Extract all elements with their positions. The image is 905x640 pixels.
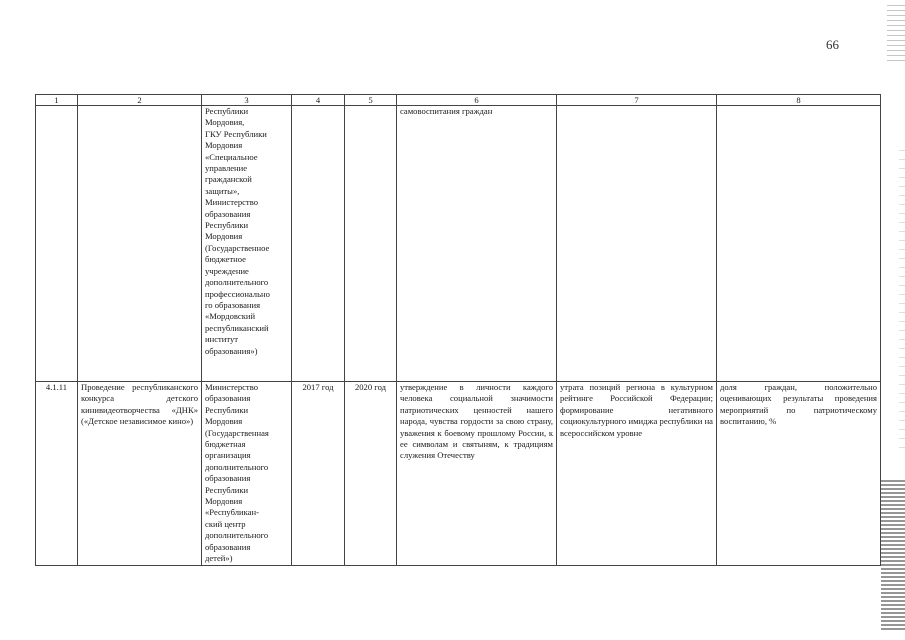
column-number: 6 <box>397 95 557 106</box>
end-year-cell: 2020 год <box>345 382 397 566</box>
responsible-executor-cell: Министерство образования Республики Мордовия (Государственная бюджетная организация дополнительного образования Республики Мордовия «Республикан- ский центр дополнительного образования детей») <box>202 382 292 566</box>
activity-name-cell <box>78 106 202 382</box>
item-number-cell: 4.1.11 <box>36 382 78 566</box>
column-number: 3 <box>202 95 292 106</box>
column-number: 1 <box>36 95 78 106</box>
indicator-cell <box>717 106 881 382</box>
end-year-cell <box>345 106 397 382</box>
scan-edge-artifact-bottom <box>881 480 905 630</box>
table-row <box>36 106 881 382</box>
start-year-cell <box>292 106 345 382</box>
column-number: 7 <box>557 95 717 106</box>
item-number-cell <box>36 106 78 382</box>
activity-name-cell: Проведение республиканского конкурса детского кинивидеотворчества «ДНК» («Детское независимое кино») <box>78 382 202 566</box>
table-row <box>36 382 881 566</box>
column-number: 4 <box>292 95 345 106</box>
expected-result-cell: самовоспитания граждан <box>397 106 557 382</box>
responsible-executor-cell: Республики Мордовия, ГКУ Республики Мордовия «Специальное управление гражданской защиты», Министерство образования Республики Мордовия (Государственное бюджетное учреждение дополнительного профессионально го образования «Мордовский республиканский институт образования») <box>202 106 292 382</box>
consequences-cell <box>557 106 717 382</box>
page-number: 66 <box>826 37 839 52</box>
indicator-cell: доля граждан, положительно оценивающих результаты проведения мероприятий по патриотическому воспитанию, % <box>717 382 881 566</box>
scan-edge-artifact-top <box>887 5 905 65</box>
expected-result-cell: утверждение в личности каждого человека социальной значимости патриотических ценностей нашего народа, чувства гордости за свою страну, уважения к боевому прошлому России, к ее символам и святыням, к традициям служения Отечеству <box>397 382 557 566</box>
column-number: 5 <box>345 95 397 106</box>
column-number-row <box>36 95 881 106</box>
program-table <box>35 94 881 566</box>
start-year-cell: 2017 год <box>292 382 345 566</box>
consequences-cell: утрата позиций региона в культурном рейтинге Российской Федерации; формирование негативного социокультурного имиджа республики на всероссийском уровне <box>557 382 717 566</box>
column-number: 8 <box>717 95 881 106</box>
column-number: 2 <box>78 95 202 106</box>
scan-edge-artifact-middle <box>899 150 905 450</box>
